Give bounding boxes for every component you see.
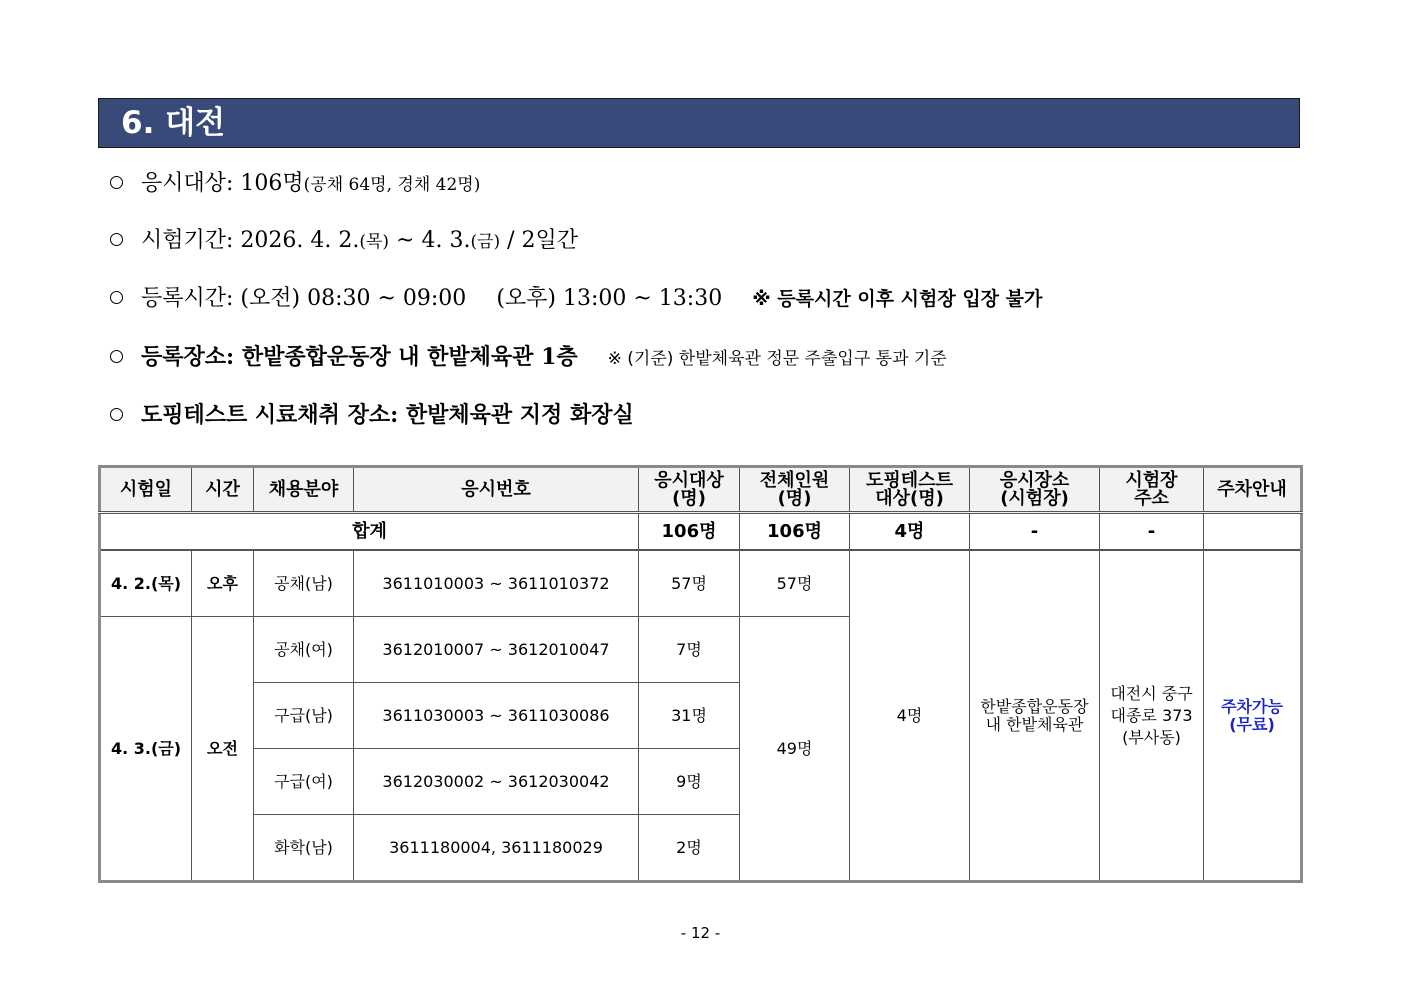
field-cell: 공채(남)	[254, 550, 354, 617]
header-parking: 주차안내	[1204, 467, 1302, 513]
number-cell: 3612010007 ~ 3612010047	[354, 617, 639, 683]
summary-total: 106명	[740, 513, 850, 551]
registration-place-label: 등록장소:	[141, 344, 235, 370]
registration-place-note: ※ (기준) 한밭체육관 정문 주출입구 통과 기준	[607, 349, 947, 369]
doping-cell: 4명	[850, 550, 970, 882]
number-cell: 3611180004, 3611180029	[354, 815, 639, 882]
section-header	[98, 98, 1300, 148]
field-cell: 공채(여)	[254, 617, 354, 683]
doping-label: 도핑테스트 시료채취 장소:	[141, 402, 399, 428]
summary-target: 106명	[639, 513, 740, 551]
summary-address: -	[1100, 513, 1204, 551]
target-cell: 9명	[639, 749, 740, 815]
target-label: 응시대상:	[141, 171, 234, 196]
target-cell: 31명	[639, 683, 740, 749]
period-value-a: 2026. 4. 2.	[240, 228, 360, 253]
circle-bullet-icon	[110, 233, 123, 246]
bullet-registration-place	[110, 341, 947, 373]
target-detail: (공채 64명, 경채 42명)	[303, 175, 481, 195]
exam-time: 오후	[192, 550, 254, 617]
total-cell: 49명	[740, 617, 850, 882]
header-total: 전체인원 (명)	[740, 467, 850, 513]
exam-date: 4. 3.(금)	[100, 617, 192, 882]
circle-bullet-icon	[110, 291, 123, 304]
circle-bullet-icon	[110, 408, 123, 421]
period-value-b: ~ 4. 3.	[389, 228, 471, 253]
bullet-target	[110, 168, 480, 200]
target-value: 106명	[240, 171, 304, 196]
bullet-doping	[110, 399, 634, 431]
target-cell: 2명	[639, 815, 740, 882]
summary-row	[100, 513, 1302, 551]
registration-time-am: (오전) 08:30 ~ 09:00	[240, 286, 467, 311]
address-cell: 대전시 중구 대종로 373 (부사동)	[1100, 550, 1204, 882]
registration-time-note: ※ 등록시간 이후 시험장 입장 불가	[752, 288, 1043, 310]
bullet-registration-time	[110, 283, 1042, 315]
table-header-row	[100, 467, 1302, 513]
circle-bullet-icon	[110, 350, 123, 363]
parking-cell: 주차가능 (무료)	[1204, 550, 1302, 882]
period-label: 시험기간:	[141, 228, 234, 253]
doping-value: 한밭체육관 지정 화장실	[405, 402, 634, 428]
total-cell: 57명	[740, 550, 850, 617]
target-cell: 7명	[639, 617, 740, 683]
exam-schedule-table	[98, 465, 1303, 883]
header-venue: 응시장소 (시험장)	[970, 467, 1100, 513]
summary-venue: -	[970, 513, 1100, 551]
summary-doping: 4명	[850, 513, 970, 551]
section-title: 6. 대전	[121, 105, 226, 141]
registration-time-label: 등록시간:	[141, 286, 234, 311]
registration-time-pm: (오후) 13:00 ~ 13:30	[496, 286, 723, 311]
header-target: 응시대상 (명)	[639, 467, 740, 513]
summary-parking	[1204, 513, 1302, 551]
registration-place-value: 한밭종합운동장 내 한밭체육관 1층	[241, 344, 578, 370]
exam-time: 오전	[192, 617, 254, 882]
number-cell: 3611010003 ~ 3611010372	[354, 550, 639, 617]
header-address: 시험장 주소	[1100, 467, 1204, 513]
page-number: - 12 -	[680, 924, 721, 942]
summary-label: 합계	[100, 513, 639, 551]
header-field: 채용분야	[254, 467, 354, 513]
header-date: 시험일	[100, 467, 192, 513]
bullet-period	[110, 225, 578, 257]
field-cell: 구급(남)	[254, 683, 354, 749]
circle-bullet-icon	[110, 176, 123, 189]
header-time: 시간	[192, 467, 254, 513]
field-cell: 구급(여)	[254, 749, 354, 815]
period-value-c: / 2일간	[500, 228, 579, 253]
number-cell: 3611030003 ~ 3611030086	[354, 683, 639, 749]
exam-date: 4. 2.(목)	[100, 550, 192, 617]
period-day-b: (금)	[470, 232, 501, 252]
header-number: 응시번호	[354, 467, 639, 513]
header-doping: 도핑테스트 대상(명)	[850, 467, 970, 513]
period-day-a: (목)	[359, 232, 390, 252]
table-row	[100, 550, 1302, 617]
venue-cell: 한밭종합운동장 내 한밭체육관	[970, 550, 1100, 882]
number-cell: 3612030002 ~ 3612030042	[354, 749, 639, 815]
target-cell: 57명	[639, 550, 740, 617]
field-cell: 화학(남)	[254, 815, 354, 882]
